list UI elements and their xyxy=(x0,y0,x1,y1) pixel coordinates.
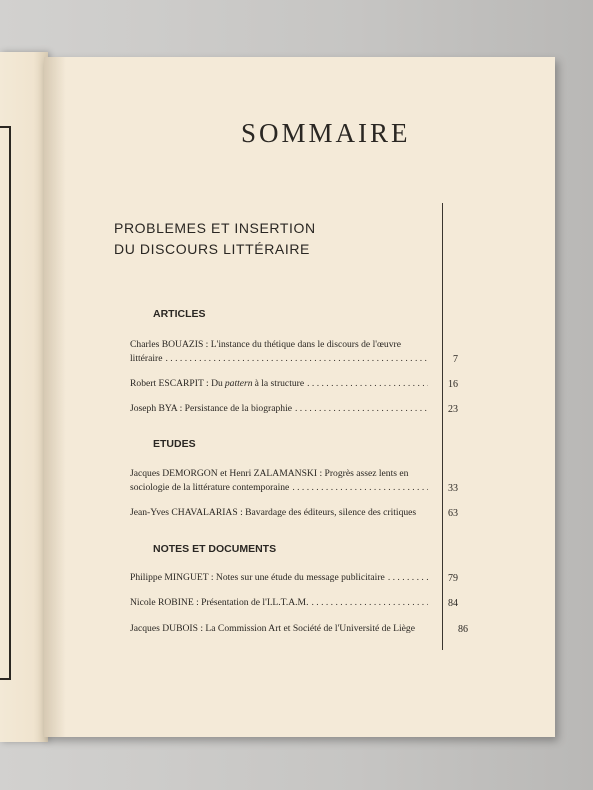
section-title-line-2: DU DISCOURS LITTÉRAIRE xyxy=(114,241,310,257)
entry-text: à la structure xyxy=(254,378,305,389)
heading-notes-documents: NOTES ET DOCUMENTS xyxy=(153,543,277,555)
entry-text: Jean-Yves CHAVALARIAS : Bavardage des éditeurs, silence des critiques xyxy=(130,507,417,518)
toc-entry xyxy=(130,338,428,366)
entry-text-italic: pattern xyxy=(224,378,253,389)
heading-articles: ARTICLES xyxy=(153,308,206,320)
toc-entry xyxy=(130,377,428,391)
toc-entry xyxy=(130,402,428,416)
toc-entry xyxy=(130,467,428,495)
entry-text-cont: sociologie de la littérature contemporaine xyxy=(130,482,290,493)
leader-dots xyxy=(311,596,428,610)
page-number: 16 xyxy=(448,379,458,390)
section-title-line-1: PROBLEMES ET INSERTION xyxy=(114,220,316,236)
toc-entry xyxy=(130,622,428,636)
page-number: 63 xyxy=(448,508,458,519)
leader-dots xyxy=(166,352,429,366)
entry-text: Jacques DEMORGON et Henri ZALAMANSKI : Progrès assez lents en xyxy=(130,468,409,479)
page-number: 7 xyxy=(453,354,458,365)
entry-text: Jacques DUBOIS : La Commission Art et Société de l'Université de Liège xyxy=(130,623,415,634)
page-number: 23 xyxy=(448,404,458,415)
page-number: 86 xyxy=(458,624,468,635)
toc-entry xyxy=(130,506,428,520)
page-title: SOMMAIRE xyxy=(241,118,411,148)
page-number: 79 xyxy=(448,573,458,584)
toc-entry xyxy=(130,571,428,585)
entry-text: Joseph BYA : Persistance de la biographie xyxy=(130,403,292,414)
heading-etudes: ETUDES xyxy=(153,438,196,450)
leader-dots xyxy=(307,377,428,391)
leader-dots xyxy=(292,481,428,495)
entry-text: Robert ESCARPIT : Du xyxy=(130,378,223,389)
entry-text: Philippe MINGUET : Notes sur une étude du message publicitaire xyxy=(130,572,385,583)
left-page-frame xyxy=(0,126,11,680)
page-number: 33 xyxy=(448,483,458,494)
entry-text-cont: littéraire xyxy=(130,353,163,364)
page-number: 84 xyxy=(448,598,458,609)
toc-entry xyxy=(130,596,428,610)
leader-dots xyxy=(295,402,428,416)
spine-shadow xyxy=(44,57,66,737)
entry-text: Nicole ROBINE : Présentation de l'I.L.T.A.M. xyxy=(130,597,309,608)
entry-text: Charles BOUAZIS : L'instance du thétique dans le discours de l'œuvre xyxy=(130,339,401,350)
